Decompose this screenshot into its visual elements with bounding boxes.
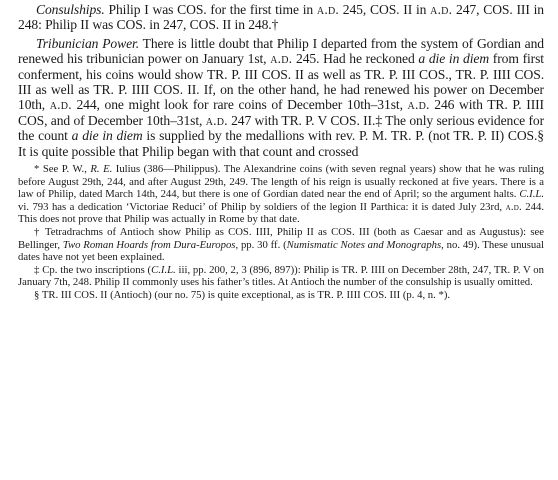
era-abbreviation: a.d. bbox=[205, 112, 228, 128]
text-run: * See P. W., bbox=[34, 163, 91, 176]
citation-title: Two Roman Hoards from Dura-Europos bbox=[62, 238, 236, 251]
text-run: vi. 793 has a dedication ‘Victoriae Reduci’ of Philip by soldiers of the legion II Parthica: it is dated July 23rd, bbox=[18, 200, 506, 213]
text-run: There is little doubt that Philip I departed from the system of Gordian and renewed his tribunician power on January 1st, bbox=[18, 35, 544, 67]
text-run: § TR. III COS. II (Antioch) (our no. 75) is quite exceptional, as is TR. P. IIII COS. III (p. 4, n. *). bbox=[34, 289, 451, 301]
main-text bbox=[18, 2, 544, 159]
paragraph-consulships bbox=[18, 2, 544, 33]
text-run: from first conferment, his coins would show TR. P. III COS. II as well as TR. P. III COS., TR. P. IIII COS. III as well as TR. P. IIII COS. II. If, on the other hand, he had renewed his power on December 10th, bbox=[18, 51, 544, 113]
text-run: 245. Had he reckoned bbox=[292, 51, 419, 67]
text-run: 245, COS. II in bbox=[338, 2, 431, 17]
latin-phrase: a die in diem bbox=[418, 51, 490, 67]
text-run: , pp. 30 ff. ( bbox=[235, 238, 287, 251]
footnote-section-sign bbox=[18, 289, 544, 302]
footnote-dagger bbox=[18, 226, 544, 264]
text-run: 246 with TR. P. IIII COS, and of December 10th–31st, bbox=[18, 97, 544, 128]
text-run: ‡ Cp. the two inscriptions ( bbox=[34, 263, 152, 276]
citation-title: C.I.L. bbox=[519, 188, 544, 201]
citation-title: R. E. bbox=[90, 163, 113, 176]
text-run: 244, one might look for rare coins of December 10th–31st, bbox=[71, 97, 408, 113]
text-run: 247 with TR. P. V COS. II.‡ The only serious evidence for the count bbox=[18, 112, 544, 144]
footnote-asterisk bbox=[18, 163, 544, 226]
era-abbreviation: a.d. bbox=[407, 97, 430, 113]
text-run: , no. 49). These unusual dates have not yet been explained. bbox=[18, 238, 544, 264]
latin-phrase: a die in diem bbox=[71, 128, 143, 144]
text-run: Philip I was COS. for the first time in bbox=[104, 2, 317, 17]
citation-title: Numismatic Notes and Monographs bbox=[286, 238, 442, 251]
paragraph-tribunician-power bbox=[18, 36, 544, 159]
text-run: 244. This does not prove that Philip was actually in Rome by that date. bbox=[18, 200, 545, 226]
text-run: iii, pp. 200, 2, 3 (896, 897)): Philip is TR. P. IIII on December 28th, 247, TR. P. V on January 7th, 248. Philip II commonly uses his father’s titles. At Antioch the number of the consulship is usually omitted. bbox=[18, 263, 544, 289]
era-abbreviation: a.d. bbox=[505, 200, 522, 213]
footnote-double-dagger bbox=[18, 264, 544, 289]
era-abbreviation: a.d. bbox=[49, 97, 72, 113]
era-abbreviation: a.d. bbox=[270, 51, 293, 67]
text-run: 247, COS. III in 248: Philip II was COS. in 247, COS. II in 248.† bbox=[18, 2, 544, 33]
citation-title: C.I.L. bbox=[151, 263, 176, 276]
era-abbreviation: a.d. bbox=[430, 2, 453, 17]
section-heading-consulships: Consulships. bbox=[36, 2, 105, 17]
era-abbreviation: a.d. bbox=[316, 2, 339, 17]
text-run: Iulius (386—Philippus). The Alexandrine coins (with seven regnal years) show that he was ruling before August 29th, 244, and after August 29th, 249. The length of his reign is usually reckoned at five years. There is a law of Philip, dated March 14th, 244, but there is one of Gordian dated near the end of April; so the argument halts. bbox=[18, 163, 544, 201]
text-run: † Tetradrachms of Antioch show Philip as COS. IIII, Philip II as COS. III (both as Caesar and as Augustus): see Bellinger, bbox=[18, 226, 544, 251]
text-run: is supplied by the medallions with rev. P. M. TR. P. (not TR. P. II) COS.§ It is quite possible that Philip began with that count and crossed bbox=[18, 128, 544, 159]
footnotes bbox=[18, 163, 544, 302]
section-heading-tribunician-power: Tribunician Power. bbox=[36, 35, 140, 51]
